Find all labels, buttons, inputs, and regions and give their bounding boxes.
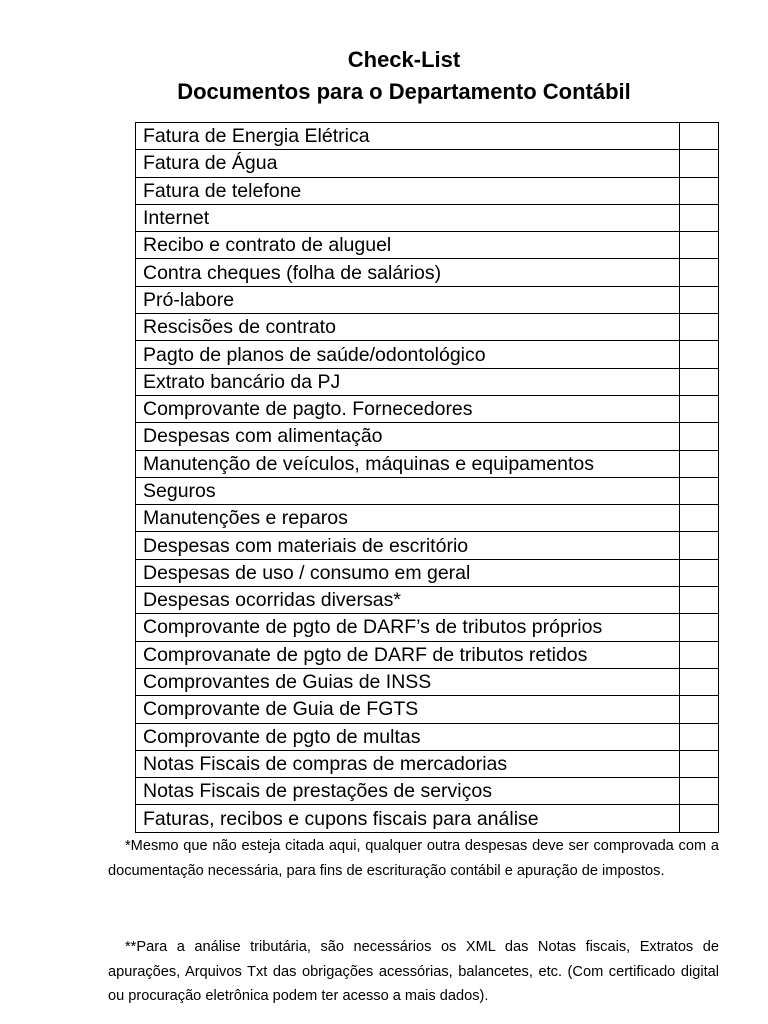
checklist-item-label: Rescisões de contrato [136,314,680,341]
checklist-item-label: Faturas, recibos e cupons fiscais para análise [136,805,680,832]
checklist-checkbox-cell[interactable] [680,341,719,368]
checklist-item-label: Recibo e contrato de aluguel [136,232,680,259]
checklist-item-label: Despesas de uso / consumo em geral [136,559,680,586]
checklist-row [136,559,719,586]
checklist-checkbox-cell[interactable] [680,505,719,532]
checklist-row [136,423,719,450]
checklist-item-label: Comprovante de pagto. Fornecedores [136,395,680,422]
checklist-row [136,232,719,259]
checklist-item-label: Despesas com materiais de escritório [136,532,680,559]
checklist-checkbox-cell[interactable] [680,450,719,477]
checklist-table [135,122,719,833]
checklist-checkbox-cell[interactable] [680,232,719,259]
checklist-checkbox-cell[interactable] [680,805,719,832]
checklist-item-label: Comprovante de Guia de FGTS [136,696,680,723]
checklist-checkbox-cell[interactable] [680,123,719,150]
checklist-checkbox-cell[interactable] [680,778,719,805]
checklist-body [136,123,719,833]
checklist-item-label: Notas Fiscais de compras de mercadorias [136,750,680,777]
checklist-checkbox-cell[interactable] [680,750,719,777]
checklist-row [136,532,719,559]
checklist-row [136,723,719,750]
checklist-checkbox-cell[interactable] [680,204,719,231]
checklist-item-label: Notas Fiscais de prestações de serviços [136,778,680,805]
checklist-row [136,505,719,532]
checklist-checkbox-cell[interactable] [680,286,719,313]
checklist-checkbox-cell[interactable] [680,368,719,395]
checklist-item-label: Comprovantes de Guias de INSS [136,668,680,695]
checklist-row [136,696,719,723]
checklist-row [136,668,719,695]
checklist-row [136,641,719,668]
checklist-row [136,341,719,368]
checklist-item-label: Contra cheques (folha de salários) [136,259,680,286]
checklist-row [136,614,719,641]
checklist-row [136,587,719,614]
document-subtitle: Documentos para o Departamento Contábil [177,79,631,104]
checklist-item-label: Comprovante de pgto de DARF’s de tributos próprios [136,614,680,641]
checklist-checkbox-cell[interactable] [680,723,719,750]
checklist-item-label: Fatura de Água [136,150,680,177]
checklist-item-label: Despesas com alimentação [136,423,680,450]
footnote-tax-analysis: **Para a análise tributária, são necessários os XML das Notas fiscais, Extratos de apurações, Arquivos Txt das obrigações acessórias, balancetes, etc. (Com certificado digital ou procuração eletrônica podem ter acesso a mais dados). [108,939,719,1004]
checklist-item-label: Manutenções e reparos [136,505,680,532]
checklist-checkbox-cell[interactable] [680,614,719,641]
checklist-checkbox-cell[interactable] [680,587,719,614]
checklist-row [136,750,719,777]
checklist-item-label: Fatura de telefone [136,177,680,204]
checklist-item-label: Despesas ocorridas diversas* [136,587,680,614]
checklist-checkbox-cell[interactable] [680,423,719,450]
checklist-item-label: Comprovante de pgto de multas [136,723,680,750]
checklist-row [136,368,719,395]
checklist-item-label: Pró-labore [136,286,680,313]
checklist-checkbox-cell[interactable] [680,696,719,723]
checklist-row [136,177,719,204]
checklist-item-label: Manutenção de veículos, máquinas e equipamentos [136,450,680,477]
checklist-item-label: Pagto de planos de saúde/odontológico [136,341,680,368]
checklist-checkbox-cell[interactable] [680,259,719,286]
checklist-checkbox-cell[interactable] [680,314,719,341]
checklist-row [136,450,719,477]
checklist-checkbox-cell[interactable] [680,177,719,204]
checklist-row [136,395,719,422]
footnote-expenses: *Mesmo que não esteja citada aqui, qualquer outra despesas deve ser comprovada com a documentação necessária, para fins de escrituração contábil e apuração de impostos. [108,838,719,879]
checklist-checkbox-cell[interactable] [680,668,719,695]
checklist-row [136,150,719,177]
checklist-row [136,204,719,231]
checklist-row [136,477,719,504]
checklist-row [136,778,719,805]
document-header [0,44,768,108]
checklist-checkbox-cell[interactable] [680,395,719,422]
checklist-checkbox-cell[interactable] [680,641,719,668]
checklist-item-label: Comprovanate de pgto de DARF de tributos retidos [136,641,680,668]
checklist-item-label: Internet [136,204,680,231]
checklist-item-label: Seguros [136,477,680,504]
document-title: Check-List [347,47,461,72]
checklist-row [136,123,719,150]
checklist-item-label: Extrato bancário da PJ [136,368,680,395]
checklist-checkbox-cell[interactable] [680,150,719,177]
checklist-checkbox-cell[interactable] [680,559,719,586]
checklist-row [136,259,719,286]
checklist-item-label: Fatura de Energia Elétrica [136,123,680,150]
checklist-row [136,314,719,341]
checklist-row [136,286,719,313]
checklist-checkbox-cell[interactable] [680,532,719,559]
checklist-row [136,805,719,832]
checklist-checkbox-cell[interactable] [680,477,719,504]
